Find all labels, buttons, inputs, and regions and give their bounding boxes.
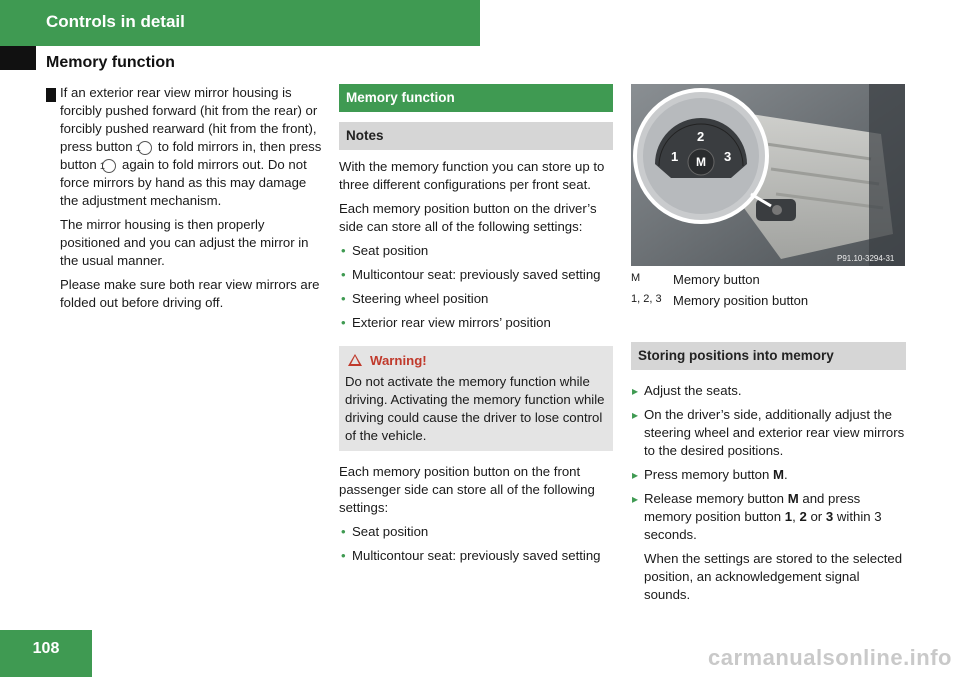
step-item: ▸ Release memory button M and press memory position button 1, 2 or 3 within 3 seconds.	[631, 490, 906, 544]
legend-row: 1, 2, 3 Memory position button	[631, 293, 809, 308]
notes-paragraph-1: With the memory function you can store up to three different configurations per front seat.	[339, 159, 605, 192]
memory-button-photo	[631, 84, 905, 266]
notes-paragraph-2: Each memory position button on the driver’s side can store all of the following settings:	[339, 201, 597, 234]
notes-paragraph-3: Each memory position button on the front passenger side can store all of the following settings:	[339, 464, 595, 515]
photo-label-2: 2	[697, 129, 705, 144]
storing-heading: Storing positions into memory	[631, 342, 906, 370]
page-number: 108	[32, 640, 60, 657]
list-item: • Multicontour seat: previously saved setting	[339, 266, 613, 284]
legend-row: M Memory button	[631, 272, 760, 287]
watermark: carmanualsonline.info	[708, 645, 952, 670]
middle-column	[339, 84, 613, 571]
photo-label-3: 3	[724, 149, 732, 164]
storing-final-paragraph: When the settings are stored to the selected position, an acknowledgement signal sounds.	[644, 551, 903, 602]
step-item: ▸ Adjust the seats.	[631, 382, 906, 400]
warning-box	[339, 346, 613, 451]
step-item: ▸ Press memory button M.	[631, 466, 906, 484]
photo-label-1: 1	[671, 149, 679, 164]
warning-text: Do not activate the memory function while driving. Activating the memory function while driving could cause the driver to lose control of the vehicle.	[345, 374, 605, 443]
list-item: • Exterior rear view mirrors’ position	[339, 314, 613, 332]
step-item: ▸ On the driver’s side, additionally adjust the steering wheel and exterior rear view mirrors to the desired positions.	[631, 406, 906, 460]
photo-label-m: M	[696, 155, 706, 169]
section-marker	[0, 46, 36, 70]
list-item: • Steering wheel position	[339, 290, 613, 308]
memory-function-heading: Memory function	[339, 84, 613, 112]
chapter-title: Controls in detail	[46, 12, 185, 31]
mirror-paragraph-3: Please make sure both rear view mirrors are folded out before driving off.	[60, 277, 320, 310]
button-1-marker: 1	[138, 141, 152, 155]
left-column	[42, 84, 322, 318]
button-1-marker: 1	[102, 159, 116, 173]
mirror-paragraph-2: The mirror housing is then properly positioned and you can adjust the mirror in the usual manner.	[60, 217, 309, 268]
section-title: Memory function	[46, 54, 175, 71]
notes-heading: Notes	[339, 122, 613, 150]
photo-code: P91.10-3294-31	[837, 254, 895, 263]
photo-legend	[631, 272, 906, 314]
list-item: • Seat position	[339, 242, 613, 260]
storing-section	[631, 342, 906, 610]
seat-illustration	[631, 84, 905, 266]
list-item: • Multicontour seat: previously saved setting	[339, 547, 613, 565]
list-item: • Seat position	[339, 523, 613, 541]
exclamation-icon: !	[46, 88, 56, 102]
mirror-warning-paragraph: ! If an exterior rear view mirror housing is forcibly pushed forward (hit from the rear) or forcibly pushed rearward (hit from the front), press button 1 to fold mirrors in, then press button 1 again to fold mirrors out. Do not force mirrors by hand as this may damage the adjustment mechanism.	[42, 85, 322, 208]
warning-triangle-icon	[348, 354, 362, 366]
warning-heading: Warning!	[345, 352, 606, 370]
